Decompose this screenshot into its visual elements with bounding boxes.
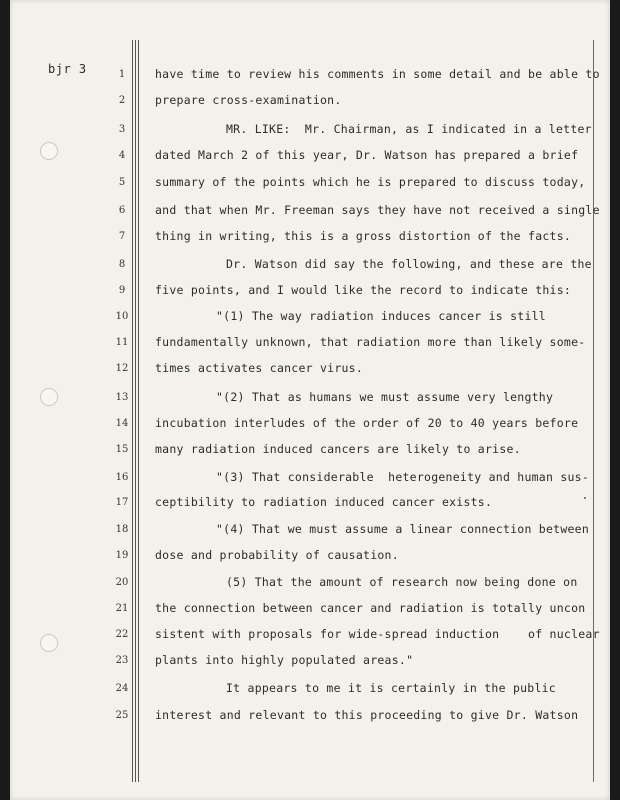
transcript-line: interest and relevant to this proceeding to give Dr. Watson: [155, 708, 579, 722]
line-number: 21: [115, 603, 129, 614]
transcript-line: summary of the points which he is prepared to discuss today,: [155, 175, 586, 189]
transcript-line: have time to review his comments in some detail and be able to: [155, 67, 600, 81]
transcript-line: MR. LIKE: Mr. Chairman, as I indicated in a letter: [226, 122, 592, 136]
transcript-line: thing in writing, this is a gross distortion of the facts.: [155, 229, 572, 243]
line-number: 13: [115, 392, 129, 403]
binder-hole: [40, 634, 58, 652]
binder-hole: [40, 142, 58, 160]
transcript-line: and that when Mr. Freeman says they have not received a single: [155, 203, 600, 217]
line-number: 23: [115, 655, 129, 666]
line-number: 5: [118, 177, 126, 188]
transcript-line: "(1) The way radiation induces cancer is still: [216, 309, 546, 323]
line-number: 4: [118, 150, 126, 161]
ink-speck: [584, 497, 586, 499]
line-number: 2: [118, 95, 126, 106]
transcript-line: plants into highly populated areas.": [155, 653, 414, 667]
line-number: 8: [118, 259, 126, 270]
line-number: 15: [115, 444, 129, 455]
transcript-line: It appears to me it is certainly in the public: [226, 681, 556, 695]
line-number: 19: [115, 550, 129, 561]
transcript-line: the connection between cancer and radiation is totally uncon: [155, 601, 586, 615]
line-number: 25: [115, 710, 129, 721]
line-number: 12: [115, 363, 129, 374]
transcript-page: [10, 0, 610, 800]
transcript-line: incubation interludes of the order of 20 to 40 years before: [155, 416, 579, 430]
transcript-line: "(3) That considerable heterogeneity and human sus-: [216, 470, 590, 484]
transcript-line: prepare cross-examination.: [155, 93, 342, 107]
line-number: 17: [115, 497, 129, 508]
binder-hole: [40, 388, 58, 406]
line-number: 1: [118, 69, 126, 80]
right-margin-rule: [593, 40, 594, 782]
transcript-line: dated March 2 of this year, Dr. Watson has prepared a brief: [155, 148, 579, 162]
transcript-line: sistent with proposals for wide-spread induction of nuclear: [155, 627, 600, 641]
transcript-line: many radiation induced cancers are likely to arise.: [155, 442, 521, 456]
line-number: 22: [115, 629, 129, 640]
transcript-line: "(4) That we must assume a linear connection between: [216, 522, 590, 536]
line-number: 24: [115, 683, 129, 694]
transcript-line: dose and probability of causation.: [155, 548, 399, 562]
line-number: 10: [115, 311, 129, 322]
line-number: 7: [118, 231, 126, 242]
line-number: 20: [115, 577, 129, 588]
transcript-line: times activates cancer virus.: [155, 361, 364, 375]
line-number: 16: [115, 472, 129, 483]
left-margin-rule: [138, 40, 139, 782]
line-number: 14: [115, 418, 129, 429]
line-number: 11: [115, 337, 129, 348]
transcript-line: Dr. Watson did say the following, and these are the: [226, 257, 592, 271]
line-number: 3: [118, 124, 126, 135]
transcript-line: (5) That the amount of research now being done on: [226, 575, 578, 589]
transcript-line: fundamentally unknown, that radiation more than likely some-: [155, 335, 586, 349]
line-number: 6: [118, 205, 126, 216]
transcript-line: five points, and I would like the record to indicate this:: [155, 283, 572, 297]
reporter-initials: bjr 3: [48, 62, 87, 76]
transcript-line: "(2) That as humans we must assume very lengthy: [216, 390, 554, 404]
line-number: 18: [115, 524, 129, 535]
line-number: 9: [118, 285, 126, 296]
transcript-line: ceptibility to radiation induced cancer exists.: [155, 495, 493, 509]
left-margin-rule: [135, 40, 136, 782]
